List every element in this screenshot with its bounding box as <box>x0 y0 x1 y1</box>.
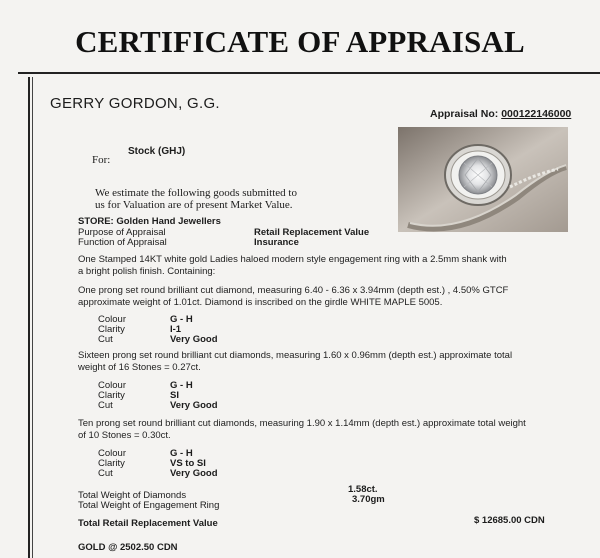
appraisal-number <box>430 108 571 120</box>
ring-description <box>78 254 507 278</box>
shank-cut-row <box>98 468 298 479</box>
grade-label: Cut <box>98 334 113 345</box>
frame-left-inner-rule <box>32 77 33 558</box>
description-line: One Stamped 14KT white gold Ladies haloed modern style engagement ring with a 2.5mm shank with <box>78 254 507 265</box>
grade-label: Cut <box>98 400 113 411</box>
grade-value: I-1 <box>170 324 182 335</box>
for-label: For: <box>92 154 111 166</box>
stock-code: Stock (GHJ) <box>128 146 186 157</box>
purpose-label: Purpose of Appraisal <box>78 227 166 238</box>
function-row <box>78 237 398 248</box>
total-ring-value: 3.70gm <box>352 494 385 505</box>
grade-value: G - H <box>170 380 193 391</box>
grade-label: Colour <box>98 380 126 391</box>
grade-label: Cut <box>98 468 113 479</box>
grade-value: G - H <box>170 448 193 459</box>
function-value: Insurance <box>254 237 299 248</box>
estimate-line: We estimate the following goods submitted to <box>95 187 297 199</box>
center-cut-row <box>98 334 298 345</box>
retail-value-label: Total Retail Replacement Value <box>78 518 218 529</box>
store-name: STORE: Golden Hand Jewellers <box>78 216 221 227</box>
grade-label: Clarity <box>98 458 125 469</box>
description-line: approximate weight of 1.01ct. Diamond is inscribed on the girdle WHITE MAPLE 5005. <box>78 297 443 308</box>
grade-value: Very Good <box>170 468 218 479</box>
function-label: Function of Appraisal <box>78 237 167 248</box>
description-line: Sixteen prong set round brilliant cut diamonds, measuring 1.60 x 0.96mm (depth est.) approximate total <box>78 350 513 361</box>
description-line: weight of 16 Stones = 0.27ct. <box>78 362 201 373</box>
grade-value: Very Good <box>170 334 218 345</box>
page-title: CERTIFICATE OF APPRAISAL <box>75 24 525 59</box>
grade-label: Clarity <box>98 324 125 335</box>
grade-label: Colour <box>98 448 126 459</box>
gold-price: GOLD @ 2502.50 CDN <box>78 542 178 553</box>
halo-stones-description <box>78 350 512 374</box>
total-diamonds-label: Total Weight of Diamonds <box>78 490 187 501</box>
description-line: of 10 Stones = 0.30ct. <box>78 430 171 441</box>
estimate-statement <box>95 187 297 211</box>
total-ring-label: Total Weight of Engagement Ring <box>78 500 220 511</box>
grade-label: Clarity <box>98 390 125 401</box>
frame-top-rule <box>18 72 600 74</box>
description-line: One prong set round brilliant cut diamond, measuring 6.40 - 6.36 x 3.94mm (depth est.) , 4.50% GTCF <box>78 285 509 296</box>
total-diamonds-value: 1.58ct. <box>348 484 378 495</box>
halo-cut-row <box>98 400 298 411</box>
grade-label: Colour <box>98 314 126 325</box>
description-line: Ten prong set round brilliant cut diamonds, measuring 1.90 x 1.14mm (depth est.) approximate total weight <box>78 418 526 429</box>
description-line: a bright polish finish. Containing: <box>78 266 216 277</box>
ring-photo <box>398 127 568 232</box>
grade-value: VS to SI <box>170 458 206 469</box>
grade-value: Very Good <box>170 400 218 411</box>
appraiser-name: GERRY GORDON, G.G. <box>50 95 220 112</box>
purpose-value: Retail Replacement Value <box>254 227 370 238</box>
estimate-line: us for Valuation are of present Market Value. <box>95 199 293 211</box>
shank-stones-description <box>78 418 526 442</box>
grade-value: G - H <box>170 314 193 325</box>
appraisal-number-label: Appraisal No: <box>430 108 499 120</box>
retail-value-amount: $ 12685.00 CDN <box>474 515 545 526</box>
frame-left-rule <box>28 77 30 558</box>
grade-value: SI <box>170 390 179 401</box>
center-stone-description <box>78 285 508 309</box>
appraisal-number-value: 000122146000 <box>501 108 572 120</box>
